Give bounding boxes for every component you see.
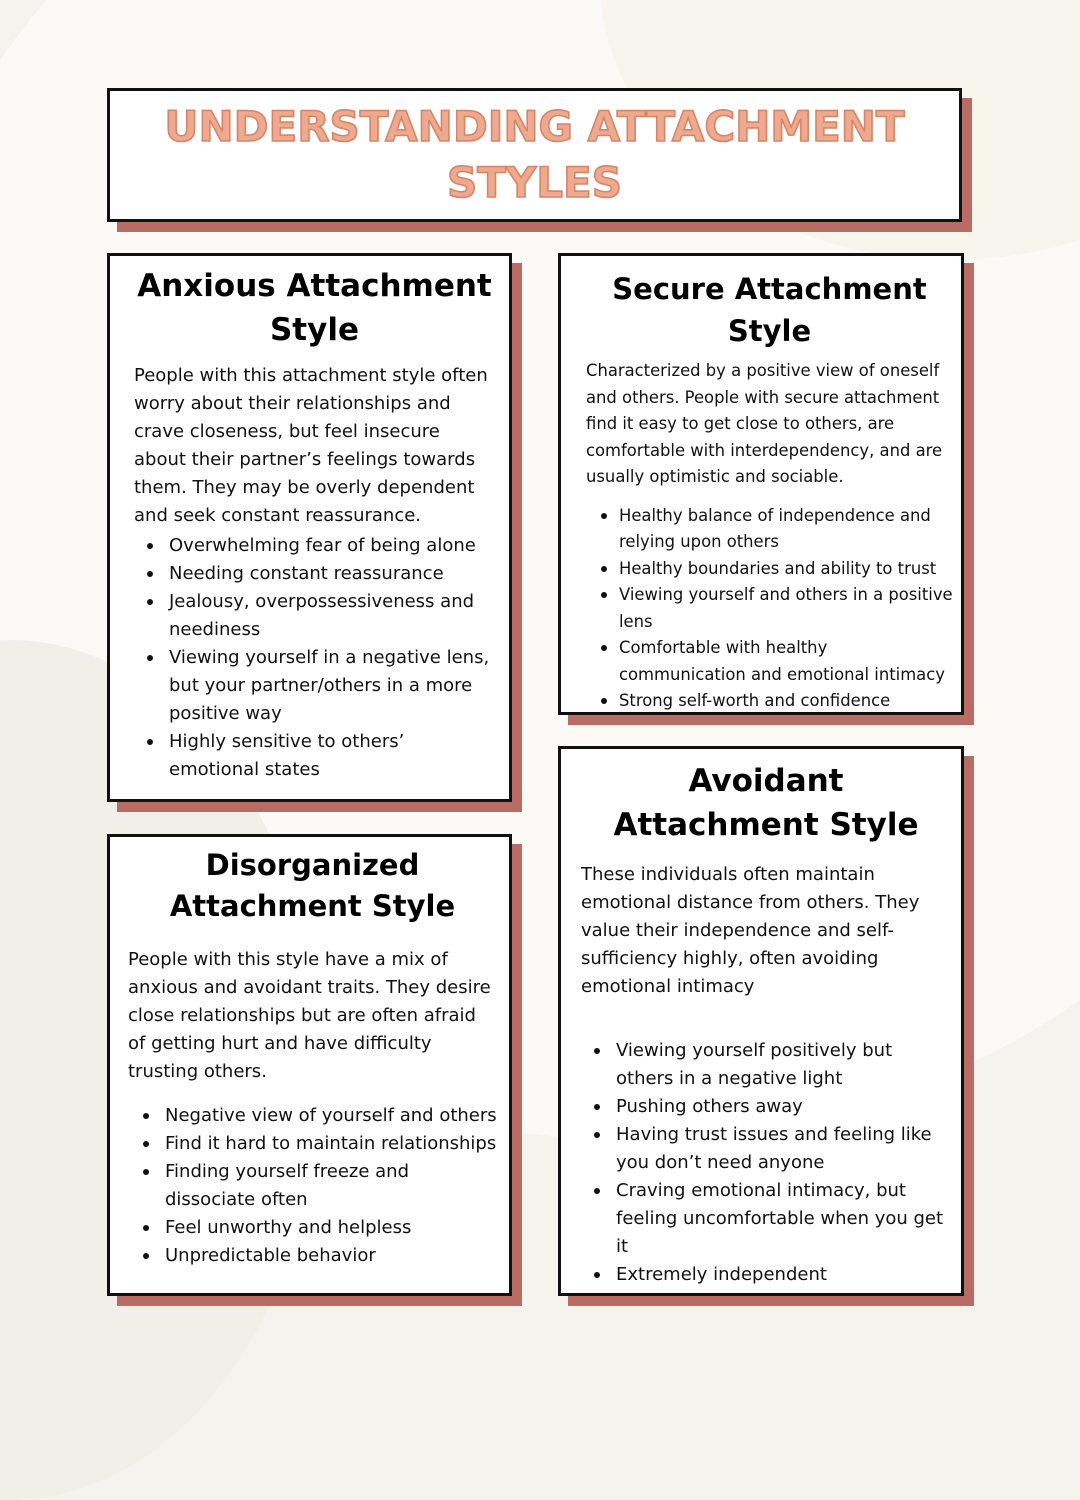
secure-attachment-card	[558, 253, 964, 715]
trait-item: Highly sensitive to others’ emotional states	[134, 728, 495, 784]
trait-item: Overwhelming fear of being alone	[134, 532, 495, 560]
trait-item: Feel unworthy and helpless	[128, 1214, 497, 1242]
card-title: Secure Attachment Style	[612, 272, 927, 348]
trait-item: Find it hard to maintain relationships	[128, 1130, 497, 1158]
trait-list	[128, 1102, 497, 1270]
trait-item: Negative view of yourself and others	[128, 1102, 497, 1130]
trait-list	[581, 1037, 951, 1289]
trait-item: Strong self-worth and confidence	[586, 688, 953, 715]
trait-list	[586, 503, 953, 715]
page-title: UNDERSTANDING ATTACHMENT STYLES	[164, 102, 905, 207]
card-description: Characterized by a positive view of oneself and others. People with secure attachment find it easy to get close to others, are comfortable with interdependency, and are usually optimistic and sociable.	[586, 361, 943, 486]
trait-item: Finding yourself freeze and dissociate often	[128, 1158, 497, 1214]
trait-item: Viewing yourself in a negative lens, but your partner/others in a more positive way	[134, 644, 495, 728]
card-title: Disorganized Attachment Style	[169, 848, 456, 923]
trait-item: Healthy boundaries and ability to trust	[586, 556, 953, 583]
card-description: People with this attachment style often worry about their relationships and crave closeness, but feel insecure about their partner’s feelings towards them. They may be overly dependent and seek constant reassurance.	[134, 365, 488, 526]
trait-item: Needing constant reassurance	[134, 560, 495, 588]
disorganized-attachment-card	[107, 834, 512, 1296]
trait-item: Comfortable with healthy communication and emotional intimacy	[586, 635, 953, 688]
trait-item: Pushing others away	[581, 1093, 951, 1121]
trait-item: Extremely independent	[581, 1261, 951, 1289]
trait-list	[134, 532, 495, 784]
trait-item: Having trust issues and feeling like you don’t need anyone	[581, 1121, 951, 1177]
trait-item: Jealousy, overpossessiveness and neediness	[134, 588, 495, 644]
card-title: Avoidant Attachment Style	[613, 763, 919, 843]
anxious-attachment-card	[107, 253, 512, 802]
card-title: Anxious Attachment Style	[137, 268, 492, 348]
trait-item: Viewing yourself and others in a positive lens	[586, 582, 953, 635]
trait-item: Viewing yourself positively but others in a negative light	[581, 1037, 951, 1093]
header-card	[107, 88, 962, 222]
trait-item: Healthy balance of independence and relying upon others	[586, 503, 953, 556]
avoidant-attachment-card	[558, 746, 964, 1296]
card-description: People with this style have a mix of anxious and avoidant traits. They desire close relationships but are often afraid of getting hurt and have difficulty trusting others.	[128, 949, 491, 1082]
trait-item: Craving emotional intimacy, but feeling uncomfortable when you get it	[581, 1177, 951, 1261]
card-description: These individuals often maintain emotional distance from others. They value their independence and self-sufficiency highly, often avoiding emotional intimacy	[581, 864, 920, 997]
trait-item: Unpredictable behavior	[128, 1242, 497, 1270]
